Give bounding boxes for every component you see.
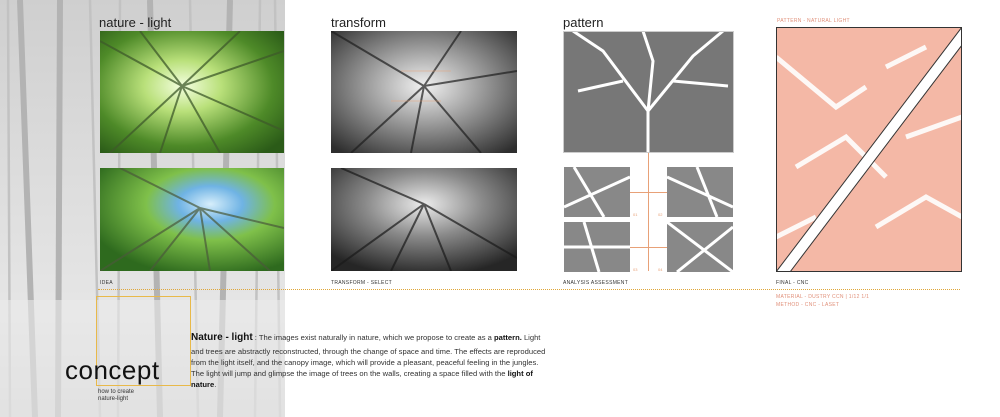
transform-photo-bottom xyxy=(331,168,517,271)
pattern-tile-2 xyxy=(667,167,733,217)
pattern-connector-bottom xyxy=(630,247,667,248)
concept-title: concept xyxy=(65,355,160,385)
pattern-title: pattern xyxy=(563,15,604,30)
pattern-tag: 01 xyxy=(633,212,638,217)
description-text: . xyxy=(214,379,217,389)
section-divider xyxy=(98,289,960,290)
concept-description xyxy=(191,331,546,390)
pattern-tile-1 xyxy=(564,167,630,217)
description-bold: light of nature xyxy=(191,368,533,389)
concept-subtitle-line: how to create xyxy=(98,389,135,395)
pattern-tag: 02 xyxy=(658,212,663,217)
pattern-tile-4 xyxy=(667,222,733,272)
method-caption: METHOD - CNC - LASET xyxy=(776,302,840,308)
nature-light-title: nature - light xyxy=(99,15,172,30)
analysis-caption: ANALYSIS ASSESSMENT xyxy=(563,280,629,286)
transform-title: transform xyxy=(331,15,386,30)
transform-photo-top xyxy=(331,31,517,153)
nature-photo-bottom xyxy=(100,168,284,271)
final-cnc-panel xyxy=(776,27,962,272)
nature-photo-top xyxy=(100,31,284,153)
description-text: Light and trees are abstractly reconstructed, through the change of space and time. The effects are reproduced from the light itself, and the canopy image, which will provide a pleasant, peaceful feeling in the jungles. The light will jump and glimpse the image of trees on the walls, creating a space filled with the xyxy=(191,333,546,378)
pattern-connector-top xyxy=(630,192,667,193)
pattern-image-main xyxy=(563,31,734,153)
concept-subtitle xyxy=(98,389,178,403)
description-lead: Nature - light xyxy=(191,332,253,343)
final-caption: FINAL - CNC xyxy=(776,280,809,286)
description-text: : The images exist naturally in nature, which we propose to create as a xyxy=(252,333,494,342)
pattern-connector-line xyxy=(648,153,649,271)
pattern-tag: 03 xyxy=(633,267,638,272)
pattern-tag: 04 xyxy=(658,267,663,272)
transform-caption: TRANSFORM - SELECT xyxy=(331,280,392,286)
material-caption: MATERIAL - DUSTRY CCN | 1/12 1/1 xyxy=(776,294,870,300)
pattern-tile-3 xyxy=(564,222,630,272)
final-header: PATTERN - NATURAL LIGHT xyxy=(777,18,850,24)
description-bold: pattern. xyxy=(493,333,522,342)
concept-subtitle-line: nature-light xyxy=(98,396,129,403)
idea-caption: IDEA xyxy=(100,280,113,286)
